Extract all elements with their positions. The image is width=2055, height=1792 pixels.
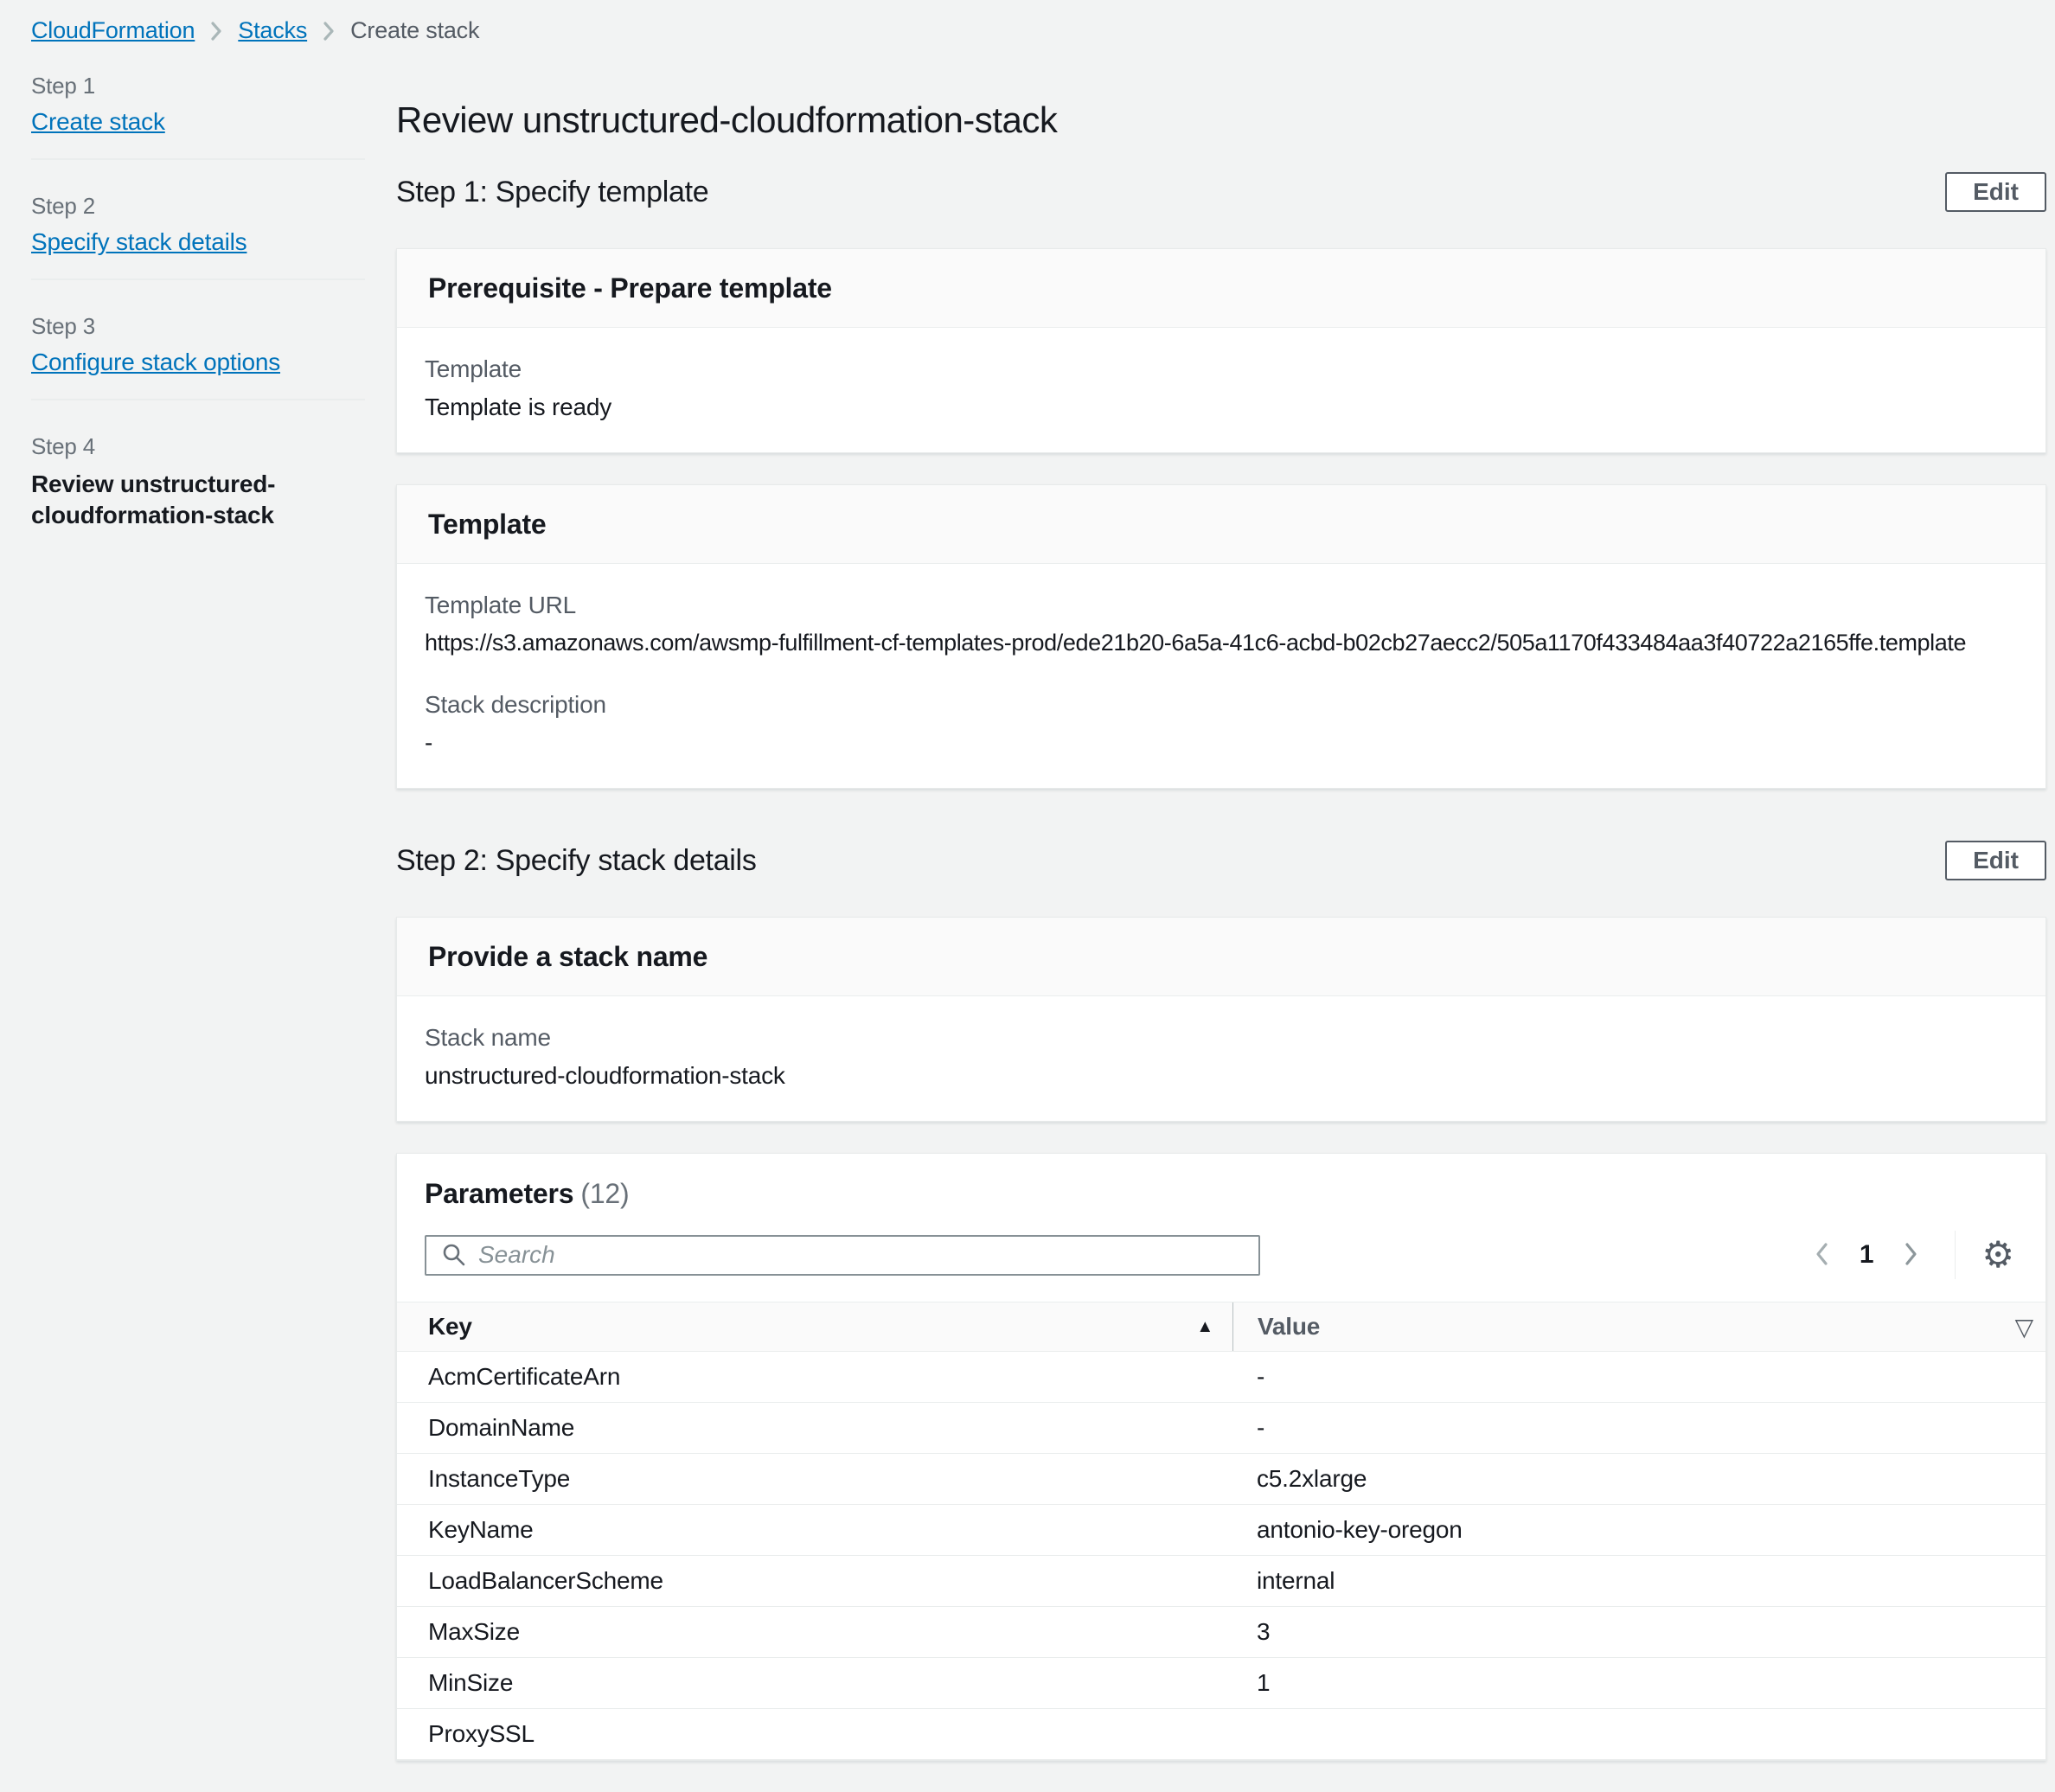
template-status-field <box>425 355 2014 421</box>
chevron-right-icon <box>321 20 336 42</box>
divider <box>31 399 365 400</box>
param-key: InstanceType <box>428 1465 571 1492</box>
param-value: antonio-key-oregon <box>1257 1516 1463 1543</box>
table-row <box>397 1505 2045 1556</box>
filter-icon[interactable]: ▽ <box>2014 1313 2033 1341</box>
param-key: MinSize <box>428 1669 514 1696</box>
breadcrumb-link-stacks[interactable]: Stacks <box>238 17 308 43</box>
breadcrumb-current: Create stack <box>350 17 480 43</box>
next-page-button[interactable] <box>1892 1240 1929 1270</box>
prerequisite-card <box>396 248 2046 453</box>
parameters-table-header <box>397 1302 2045 1352</box>
step-label: Step 2 <box>31 193 95 219</box>
stack-name-field <box>425 1024 2014 1090</box>
step2-section-header <box>396 841 2046 880</box>
param-key: ProxySSL <box>428 1720 535 1747</box>
template-url-field <box>425 592 2014 656</box>
parameters-card-title <box>425 1178 2018 1210</box>
step2-heading: Step 2: Specify stack details <box>396 843 757 877</box>
table-row <box>397 1352 2045 1403</box>
table-row <box>397 1658 2045 1709</box>
chevron-left-icon <box>1813 1240 1832 1270</box>
template-card-title: Template <box>397 485 2045 564</box>
field-value: Template is ready <box>425 394 612 420</box>
field-value: - <box>425 729 433 756</box>
sidebar-item-review-current: Review unstructured-cloudformation-stack <box>31 470 276 528</box>
field-label: Stack name <box>425 1024 551 1051</box>
param-key: AcmCertificateArn <box>428 1363 621 1390</box>
column-label: Value <box>1258 1313 1321 1340</box>
stack-description-field <box>425 691 2014 757</box>
parameters-count: (12) <box>580 1178 630 1209</box>
parameters-search-box[interactable] <box>425 1235 1260 1276</box>
sidebar-item-specify-stack-details[interactable]: Specify stack details <box>31 228 247 255</box>
column-header-value[interactable] <box>1232 1302 2045 1351</box>
breadcrumb <box>0 0 2055 44</box>
main-content <box>365 44 2055 1792</box>
table-row <box>397 1556 2045 1607</box>
divider <box>1955 1231 1956 1279</box>
param-value: 1 <box>1257 1669 1271 1696</box>
step-label: Step 3 <box>31 313 95 339</box>
step1-heading: Step 1: Specify template <box>396 175 709 208</box>
param-key: KeyName <box>428 1516 534 1543</box>
sidebar-step-2 <box>31 193 365 256</box>
sidebar-item-configure-stack-options[interactable]: Configure stack options <box>31 349 281 375</box>
step-label: Step 4 <box>31 433 95 459</box>
sidebar-step-1 <box>31 73 365 136</box>
search-icon <box>442 1243 466 1267</box>
param-value: - <box>1257 1414 1265 1441</box>
stack-name-card-title: Provide a stack name <box>397 918 2045 996</box>
param-value: c5.2xlarge <box>1257 1465 1367 1492</box>
parameters-title: Parameters <box>425 1178 574 1209</box>
param-value: 3 <box>1257 1618 1271 1645</box>
sort-ascending-icon: ▲ <box>1196 1316 1213 1336</box>
sidebar-step-4 <box>31 433 365 531</box>
step-label: Step 1 <box>31 73 95 99</box>
steps-sidebar <box>0 44 365 531</box>
stack-name-card <box>396 917 2046 1122</box>
table-row <box>397 1709 2045 1760</box>
template-url-value: https://s3.amazonaws.com/awsmp-fulfillment-cf-templates-prod/ede21b20-6a5a-41c6-acbd-b02cb27aecc2/505a1170f433484aa3f40722a2165ffe.template <box>425 630 1967 656</box>
field-label: Stack description <box>425 691 606 718</box>
divider <box>31 158 365 160</box>
field-label: Template URL <box>425 592 577 618</box>
table-row <box>397 1607 2045 1658</box>
parameters-card <box>396 1153 2046 1761</box>
param-value: - <box>1257 1363 1265 1390</box>
param-key: DomainName <box>428 1414 575 1441</box>
chevron-right-icon <box>1901 1240 1920 1270</box>
edit-stack-details-button[interactable]: Edit <box>1945 841 2046 880</box>
column-header-key[interactable] <box>397 1302 1232 1351</box>
sidebar-step-3 <box>31 313 365 376</box>
search-input[interactable] <box>478 1241 1243 1269</box>
current-page-number[interactable]: 1 <box>1859 1240 1874 1269</box>
page-title: Review unstructured-cloudformation-stack <box>396 99 1058 140</box>
table-row <box>397 1454 2045 1505</box>
parameters-table-body <box>397 1352 2045 1760</box>
table-row <box>397 1403 2045 1454</box>
pagination <box>1804 1231 2018 1279</box>
divider <box>31 278 365 280</box>
param-key: LoadBalancerScheme <box>428 1567 663 1594</box>
template-card <box>396 484 2046 789</box>
sidebar-item-create-stack[interactable]: Create stack <box>31 108 165 135</box>
param-value <box>1232 1709 2045 1759</box>
param-value: internal <box>1257 1567 1335 1594</box>
gear-icon[interactable]: ⚙ <box>1978 1237 2018 1273</box>
prerequisite-card-title: Prerequisite - Prepare template <box>397 249 2045 328</box>
field-value: unstructured-cloudformation-stack <box>425 1062 785 1089</box>
previous-page-button[interactable] <box>1804 1240 1841 1270</box>
breadcrumb-link-cloudformation[interactable]: CloudFormation <box>31 17 195 43</box>
edit-template-button[interactable]: Edit <box>1945 172 2046 212</box>
param-key: MaxSize <box>428 1618 520 1645</box>
column-label: Key <box>428 1313 472 1340</box>
chevron-right-icon <box>208 20 224 42</box>
field-label: Template <box>425 355 522 382</box>
step1-section-header <box>396 172 2046 212</box>
